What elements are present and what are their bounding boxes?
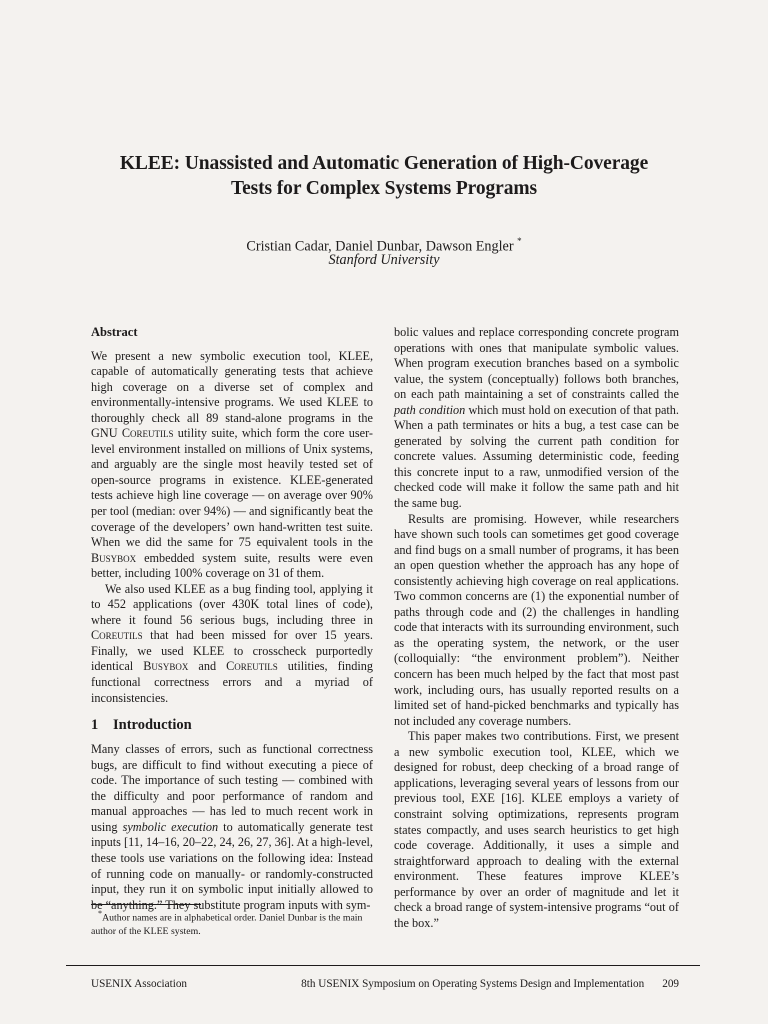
title-line-2: Tests for Complex Systems Programs [230,178,538,199]
section-number: 1 [91,717,99,734]
title-line-1: KLEE: Unassisted and Automatic Generation of High-Coverage [119,153,649,174]
footer-venue-and-page [301,977,679,991]
abstract-paragraph-2: We also used KLEE as a bug finding tool, applying it to 452 applications (over 430K total lines of code), where it found 56 serious bugs, including three in Coreutils that had been missed for over 15 years. Finally, we used KLEE to crosscheck purportedly identical Busybox and Coreutils utilities, finding functional correctness errors and a myriad of inconsistencies. [91,581,374,705]
section-title: Introduction [113,717,192,734]
left-column [91,325,373,913]
author-names: Cristian Cadar, Daniel Dunbar, Dawson Engler [246,238,514,255]
intro-paragraph-1-continued: bolic values and replace corresponding concrete program operations with ones that manipulate symbolic values. When program execution branches based on a symbolic value, the system (conceptually) follows both branches, on each path maintaining a set of constraints called the path condition which must hold on execution of that path. When a path terminates or hits a bug, a test case can be generated by solving the current path condition for concrete values. Assuming deterministic code, feeding this concrete input to a raw, unmodified version of the checked code will make it follow the same path and hit the same bug. [394,325,679,511]
abstract-paragraph-1: We present a new symbolic execution tool, KLEE, capable of automatically generating tests that achieve high coverage on a diverse set of complex and environmentally-intensive programs. We used KLEE to thoroughly check all 89 stand-alone programs in the GNU Coreutils utility suite, which form the core user-level environment installed on millions of Unix systems, and arguably are the single most heavily tested set of open-source programs in existence. KLEE-generated tests achieve high line coverage — on average over 90% per tool (median: over 94%) — and significantly beat the coverage of the developers’ own hand-written test suite. When we did the same for 75 equivalent tools in the Busybox embedded system suite, results were even better, including 100% coverage on 31 of them. [91,348,373,581]
footnote: *Author names are in alphabetical order. Daniel Dunbar is the main author of the KLEE system. [91,909,363,937]
footnote-divider [91,904,201,905]
intro-paragraph-3: This paper makes two contributions. First, we present a new symbolic execution tool, KLEE, which we designed for robust, deep checking of a broad range of applications, leveraging several years of lessons from our previous tool, EXE [16]. KLEE employs a variety of constraint solving optimizations, represents program states compactly, and uses search heuristics to get high code coverage. Additionally, it uses a simple and straightforward approach to dealing with the external environment. These features improve KLEE’s performance by over an order of magnitude and let it check a broad range of system-intensive programs “out of the box.” [394,729,679,930]
abstract-heading: Abstract [91,325,138,339]
right-column [394,325,679,931]
page-number: 209 [662,978,679,990]
footer-venue: 8th USENIX Symposium on Operating Systems Design and Implementation [301,978,645,990]
footer-divider [66,965,700,966]
intro-paragraph-2: Results are promising. However, while researchers have shown such tools can sometimes get good coverage and find bugs on a small number of programs, it has been an open question whether the approach has any hope of consistently achieving high coverage on real applications. Two common concerns are (1) the exponential number of paths through code and (2) the challenges in handling code that interacts with its surrounding environment, such as the operating system, the network, or the user (colloquially: “the environment problem”). Neither concern has been much helped by the fact that most past work, including ours, has usually reported results on a limited set of hand-picked benchmarks and typically has not included any coverage numbers. [394,511,679,728]
affiliation: Stanford University [328,252,440,268]
footer-association: USENIX Association [91,978,188,990]
author-footnote-mark: * [517,236,522,246]
footnote-mark: * [98,909,103,918]
section-heading-introduction [91,716,373,734]
intro-paragraph-1: Many classes of errors, such as functional correctness bugs, are difficult to find without executing a piece of code. The importance of such testing — combined with the difficulty and poor performance of random and manual approaches — has led to much recent work in using symbolic execution to automatically generate test inputs [11, 14–16, 20–22, 24, 26, 27, 36]. At a high-level, these tools use variations on the following idea: Instead of running code on manually- or randomly-constructed input, they run it on symbolic input initially allowed to be “anything.” They substitute program inputs with sym- [91,742,373,912]
paper-title [0,151,768,201]
